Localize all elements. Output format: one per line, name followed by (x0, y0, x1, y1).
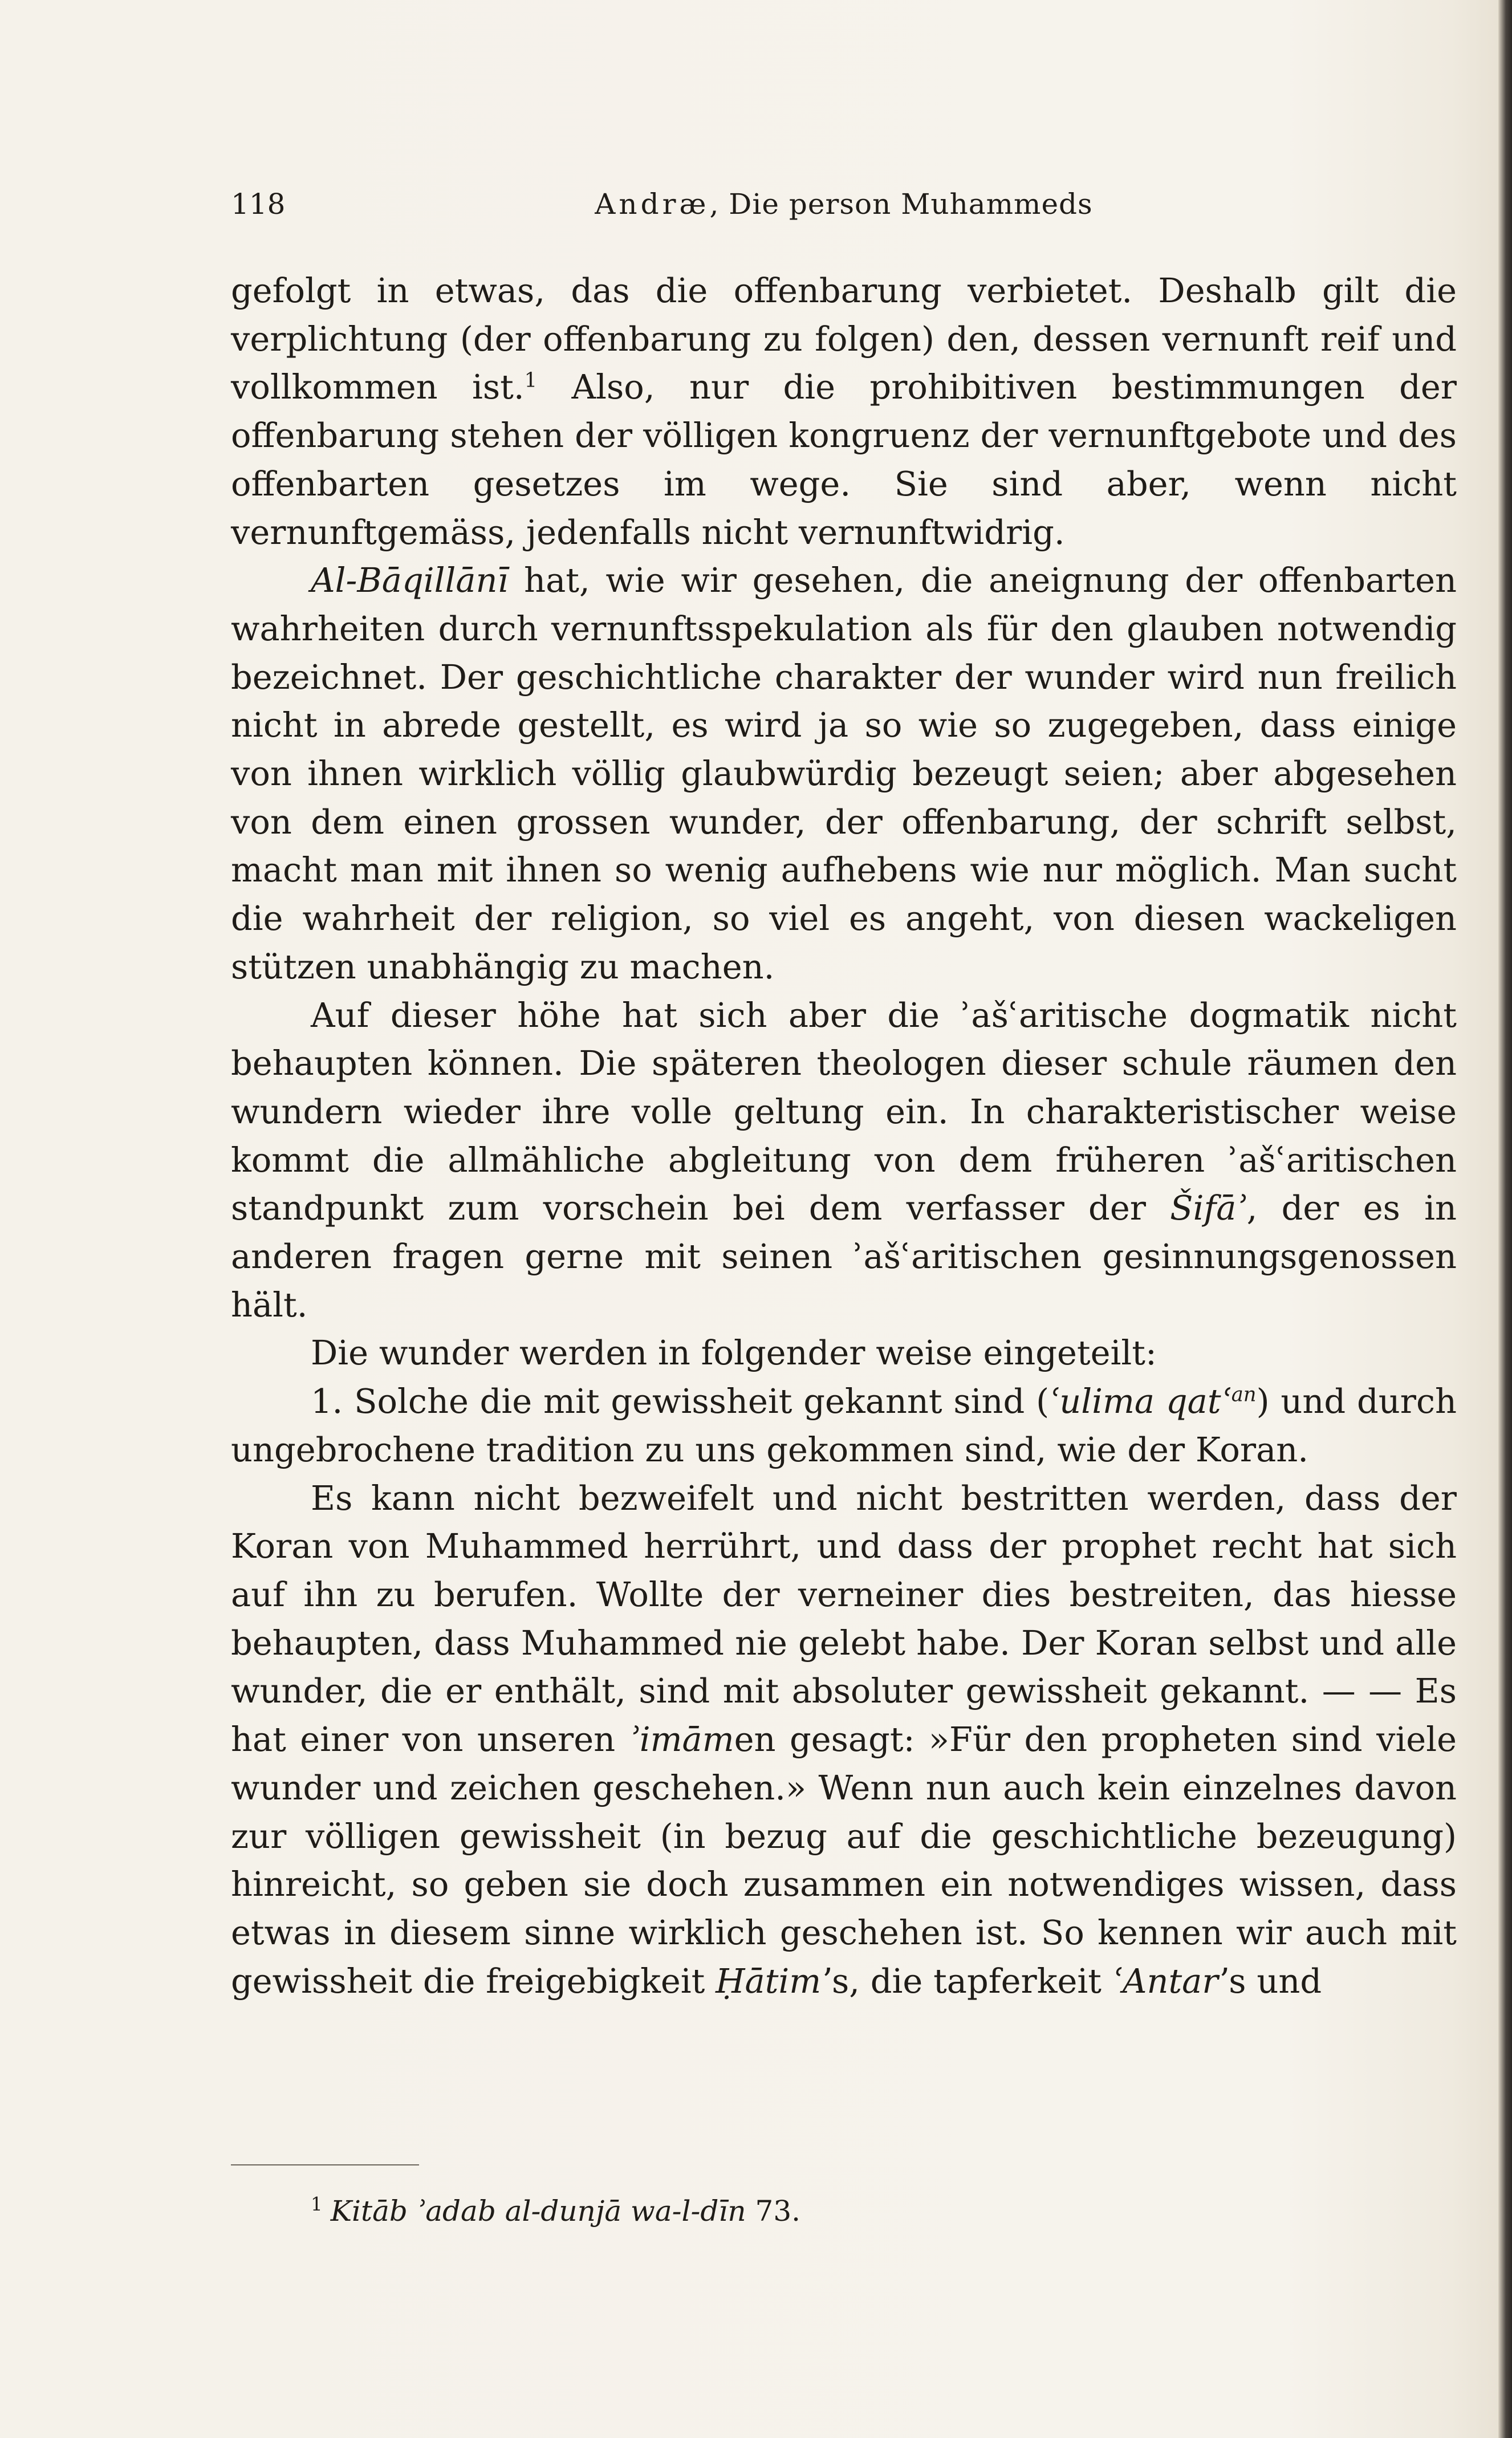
text-run: 1. Solche die mit gewissheit gekannt sind ( (311, 1381, 1050, 1421)
text-run: en gesagt: »Für den propheten sind viele wunder und zeichen geschehen.» Wenn nun auch kein einzelnes davon zur völligen gewissheit (in bezug auf die geschichtliche bezeugung) hinreicht, so geben sie doch zusammen ein notwendiges wissen, dass etwas in diesem sinne wirklich geschehen ist. So kennen wir auch mit gewissheit die freigebigkeit (231, 1720, 1457, 2001)
text-run: 1 (524, 368, 538, 392)
text-run: Šifāʾ (1170, 1188, 1247, 1228)
paragraph-p5 (231, 1378, 1457, 1474)
text-run: Es kann nicht bezweifelt und nicht bestritten werden, dass der Koran von Muhammed herrührt, und dass der prophet recht hat sich auf ihn zu berufen. Wollte der verneiner dies bestreiten, das hiesse behaupten, dass Muhammed nie gelebt habe. Der Koran selbst und alle wunder, die er enthält, sind mit absoluter gewissheit gekannt. — — Es hat einer von unseren (231, 1478, 1457, 1760)
running-head-title: , Die person Muhammeds (709, 188, 1093, 221)
text-run: ʿAntar (1112, 1961, 1218, 2001)
running-head-author: Andræ (595, 188, 710, 221)
text-run: ) und durch ungebrochene tradition zu uns gekommen sind, wie der Koran. (231, 1381, 1457, 1469)
text-run: ʼs und (1218, 1961, 1322, 2001)
text-run: hat, wie wir gesehen, die aneignung der offenbarten wahrheiten durch vernunftsspekulation als für den glauben notwendig bezeichnet. Der geschichtliche charakter der wunder wird nun freilich nicht in abrede gestellt, es wird ja so wie so zugegeben, dass einige von ihnen wirklich völlig glaubwürdig bezeugt seien; aber abgesehen von dem einen grossen wunder, der offenbarung, der schrift selbst, macht man mit ihnen so wenig aufhebens wie nur möglich. Man sucht die wahrheit der religion, so viel es angeht, von diesen wackeligen stützen unabhängig zu machen. (231, 560, 1457, 986)
paragraph-p6 (231, 1474, 1457, 2006)
footnote-title: Kitāb ʾadab al-dunjā wa-l-dīn (330, 2195, 746, 2228)
text-run: ʾimām (629, 1720, 734, 1760)
text-run: ʼs, die tapferkeit (821, 1961, 1112, 2001)
paragraph-p2 (231, 556, 1457, 991)
footnote-divider (231, 2164, 419, 2165)
text-run: Ḥātim (716, 1961, 822, 2001)
text-run: ʿulima qatʿ (1049, 1381, 1231, 1421)
paragraph-p4 (231, 1329, 1457, 1378)
paragraph-p3 (231, 992, 1457, 1330)
body-text (231, 267, 1457, 2005)
text-run: Auf dieser höhe hat sich aber die ʾašʿaritische dogmatik nicht behaupten können. Die späteren theologen dieser schule räumen den wundern wieder ihre volle geltung ein. In charakteristischer weise kommt die allmähliche abgleitung von dem früheren ʾašʿaritischen standpunkt zum vorschein bei dem verfasser der (231, 995, 1457, 1228)
footnote (311, 2188, 1337, 2234)
paragraph-p1 (231, 267, 1457, 556)
text-run: , der es in anderen fragen gerne mit seinen ʾašʿaritischen gesinnungsgenossen hält. (231, 1188, 1457, 1324)
running-head (231, 181, 1457, 227)
page-number: 118 (231, 188, 286, 221)
text-run: an (1231, 1383, 1257, 1407)
text-run: Die wunder werden in folgender weise eingeteilt: (311, 1333, 1157, 1373)
footnote-page: 73. (746, 2195, 801, 2228)
text-run: Also, nur die prohibitiven bestimmungen der offenbarung stehen der völligen kongruenz der vernunftgebote und des offenbarten gesetzes im wege. Sie sind aber, wenn nicht vernunftgemäss, jedenfalls nicht vernunftwidrig. (231, 367, 1457, 552)
text-run: gefolgt in etwas, das die offenbarung verbietet. Deshalb gilt die verplichtung (der offenbarung zu folgen) den, dessen vernunft reif und vollkommen ist. (231, 271, 1457, 407)
page-header (231, 181, 1457, 227)
text-run: Al-Bāqillānī (311, 560, 509, 600)
book-spine-shadow (1498, 0, 1512, 2438)
footnote-mark: 1 (311, 2193, 323, 2216)
